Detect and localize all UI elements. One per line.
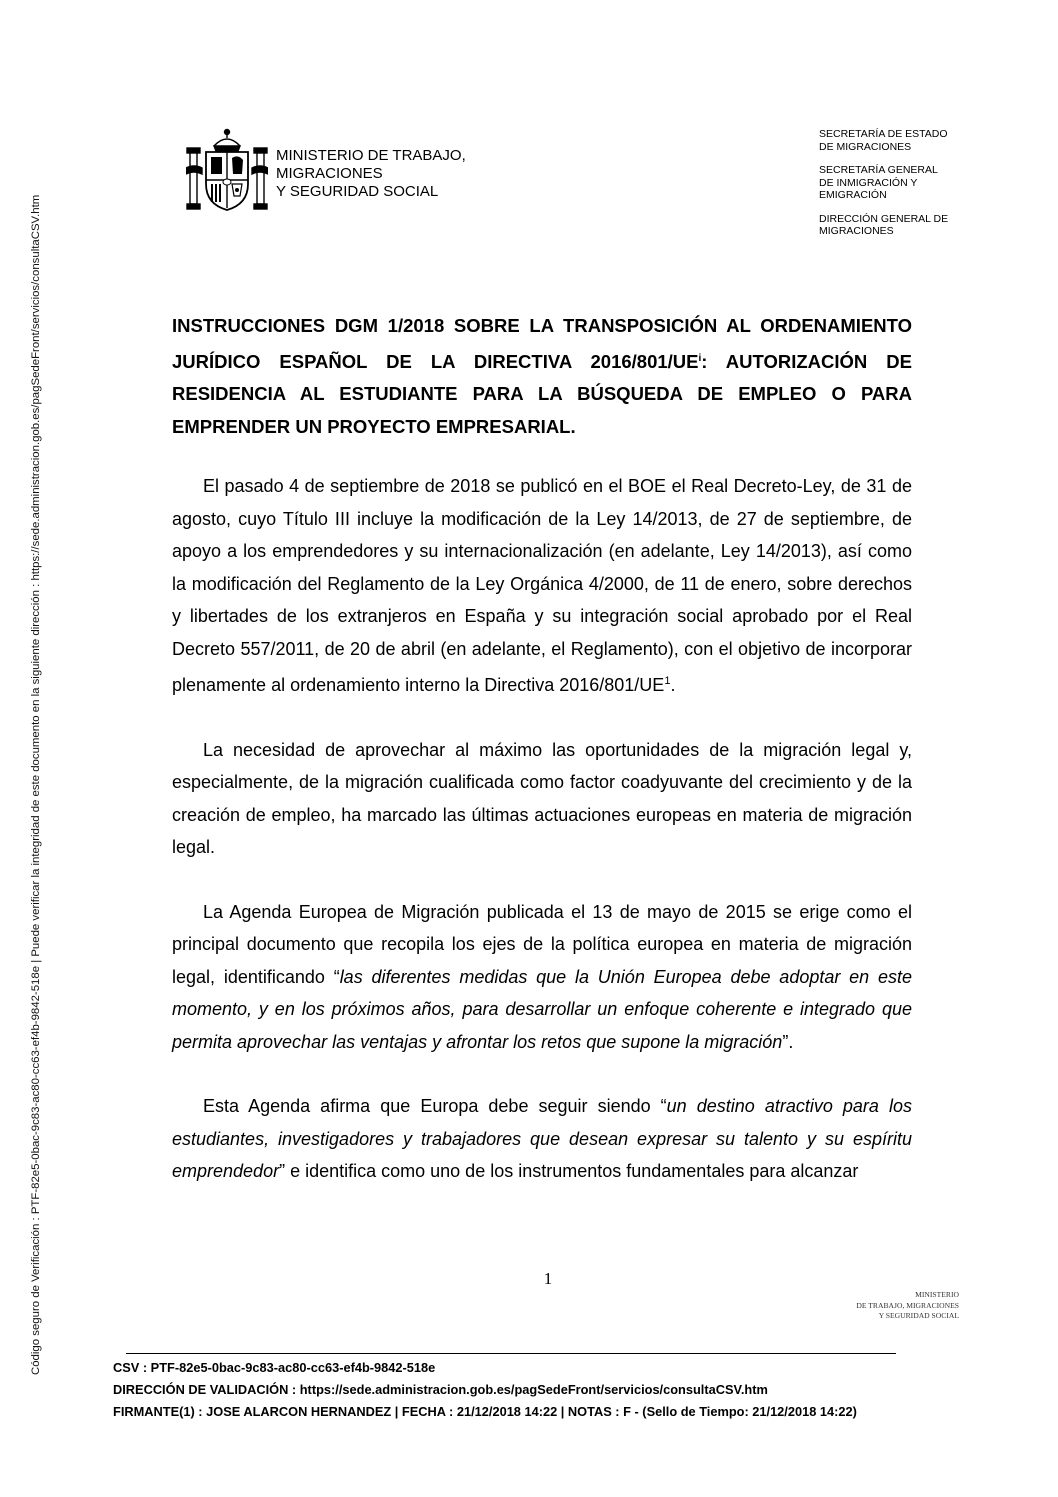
quoted-text: un destino atractivo para los estudiantes, investigadores y trabajadores que desean expresar su talento y su espíritu emprendedor bbox=[172, 1096, 912, 1181]
org-direccion-general bbox=[819, 213, 989, 238]
footer-ministry-logo bbox=[820, 1290, 959, 1322]
title-endnote-ref: i bbox=[698, 352, 702, 364]
title-text: : AUTORIZACIÓN DE RESIDENCIA AL ESTUDIANTE PARA LA BÚSQUEDA DE EMPLEO O PARA EMPRENDER UN PROYECTO EMPRESARIAL. bbox=[172, 350, 912, 437]
paragraph-text: ”. bbox=[782, 1031, 794, 1052]
verification-side-text: Código seguro de Verificación : PTF-82e5-0bac-9c83-ac80-cc63-ef4b-9842-518e | Puede verificar la integridad de este documento en la siguiente dirección : https://sede.administracion.gob.es/pagSedeFront/servicios/consultaCSV.htm bbox=[30, 194, 42, 1375]
org-line: EMIGRACIÓN bbox=[819, 189, 887, 201]
org-line: MIGRACIONES bbox=[819, 225, 894, 237]
paragraph-2 bbox=[172, 734, 912, 864]
validation-address: DIRECCIÓN DE VALIDACIÓN : https://sede.administracion.gob.es/pagSedeFront/servicios/consultaCSV.htm bbox=[113, 1382, 768, 1397]
footer-divider bbox=[126, 1353, 896, 1354]
paragraph-3 bbox=[172, 896, 912, 1059]
footer-logo-line: Y SEGURIDAD SOCIAL bbox=[878, 1311, 959, 1320]
paragraph-1 bbox=[172, 470, 912, 702]
org-line: DE INMIGRACIÓN Y bbox=[819, 176, 918, 189]
footer-logo-line: MINISTERIO bbox=[915, 1290, 959, 1299]
document-title bbox=[172, 310, 912, 443]
org-line: SECRETARÍA DE ESTADO bbox=[819, 128, 948, 140]
signature-footer bbox=[113, 1357, 1013, 1423]
org-line: DE MIGRACIONES bbox=[819, 140, 912, 153]
signer-info: FIRMANTE(1) : JOSE ALARCON HERNANDEZ | FECHA : 21/12/2018 14:22 | NOTAS : F - (Sello de Tiempo: 21/12/2018 14:22) bbox=[113, 1404, 857, 1419]
paragraph-text: El pasado 4 de septiembre de 2018 se publicó en el BOE el Real Decreto-Ley, de 31 de agosto, cuyo Título III incluye la modificación de la Ley 14/2013, de 27 de septiembre, de apoyo a los emprendedores y su internacionalización (en adelante, Ley 14/2013), así como la modificación del Reglamento de la Ley Orgánica 4/2000, de 11 de enero, sobre derechos y libertades de los extranjeros en España y su integración social aprobado por el Real Decreto 557/2011, de 20 de abril (en adelante, el Reglamento), con el objetivo de incorporar plenamente al ordenamiento interno la Directiva 2016/801/UE bbox=[172, 476, 912, 695]
paragraph-text: . bbox=[670, 675, 676, 695]
footer-logo-line: DE TRABAJO, MIGRACIONES bbox=[856, 1300, 959, 1310]
organization-hierarchy bbox=[819, 128, 989, 249]
org-line: DIRECCIÓN GENERAL DE bbox=[819, 212, 949, 225]
quoted-text: las diferentes medidas que la Unión Europea debe adoptar en este momento, y en los próximos años, para desarrollar un enfoque coherente e integrado que permita aprovechar las ventajas y afrontar los retos que supone la migración bbox=[172, 966, 912, 1052]
org-secretaria-estado bbox=[819, 128, 989, 153]
ministry-line: MIGRACIONES bbox=[276, 165, 383, 182]
title-text: INSTRUCCIONES DGM 1/2018 SOBRE LA TRANSPOSICIÓN AL ORDENAMIENTO JURÍDICO ESPAÑOL DE LA DIRECTIVA 2016/801/UE bbox=[172, 315, 912, 372]
ministry-name bbox=[276, 147, 466, 201]
document-body bbox=[172, 470, 912, 1220]
paragraph-text: Esta Agenda afirma que Europa debe seguir siendo “ bbox=[203, 1096, 667, 1116]
footnote-ref: 1 bbox=[664, 675, 671, 687]
coat-of-arms-icon bbox=[186, 124, 268, 214]
paragraph-4 bbox=[172, 1090, 912, 1188]
csv-code: CSV : PTF-82e5-0bac-9c83-ac80-cc63-ef4b-9842-518e bbox=[113, 1360, 436, 1375]
paragraph-text: La necesidad de aprovechar al máximo las oportunidades de la migración legal y, especialmente, de la migración cualificada como factor coadyuvante del crecimiento y de la creación de empleo, ha marcado las últimas actuaciones europeas en materia de migración legal. bbox=[172, 739, 912, 857]
org-line: SECRETARÍA GENERAL bbox=[819, 164, 938, 176]
ministry-line: MINISTERIO DE TRABAJO, bbox=[276, 147, 466, 164]
ministry-line: Y SEGURIDAD SOCIAL bbox=[276, 183, 439, 200]
org-secretaria-general bbox=[819, 164, 989, 202]
paragraph-text: La Agenda Europea de Migración publicada el 13 de mayo de 2015 se erige como el principal documento que recopila los ejes de la política europea en materia de migración legal, identificando “ bbox=[172, 901, 912, 987]
paragraph-text: ” e identifica como uno de los instrumentos fundamentales para alcanzar bbox=[279, 1161, 859, 1181]
page-number: 1 bbox=[543, 1269, 553, 1288]
